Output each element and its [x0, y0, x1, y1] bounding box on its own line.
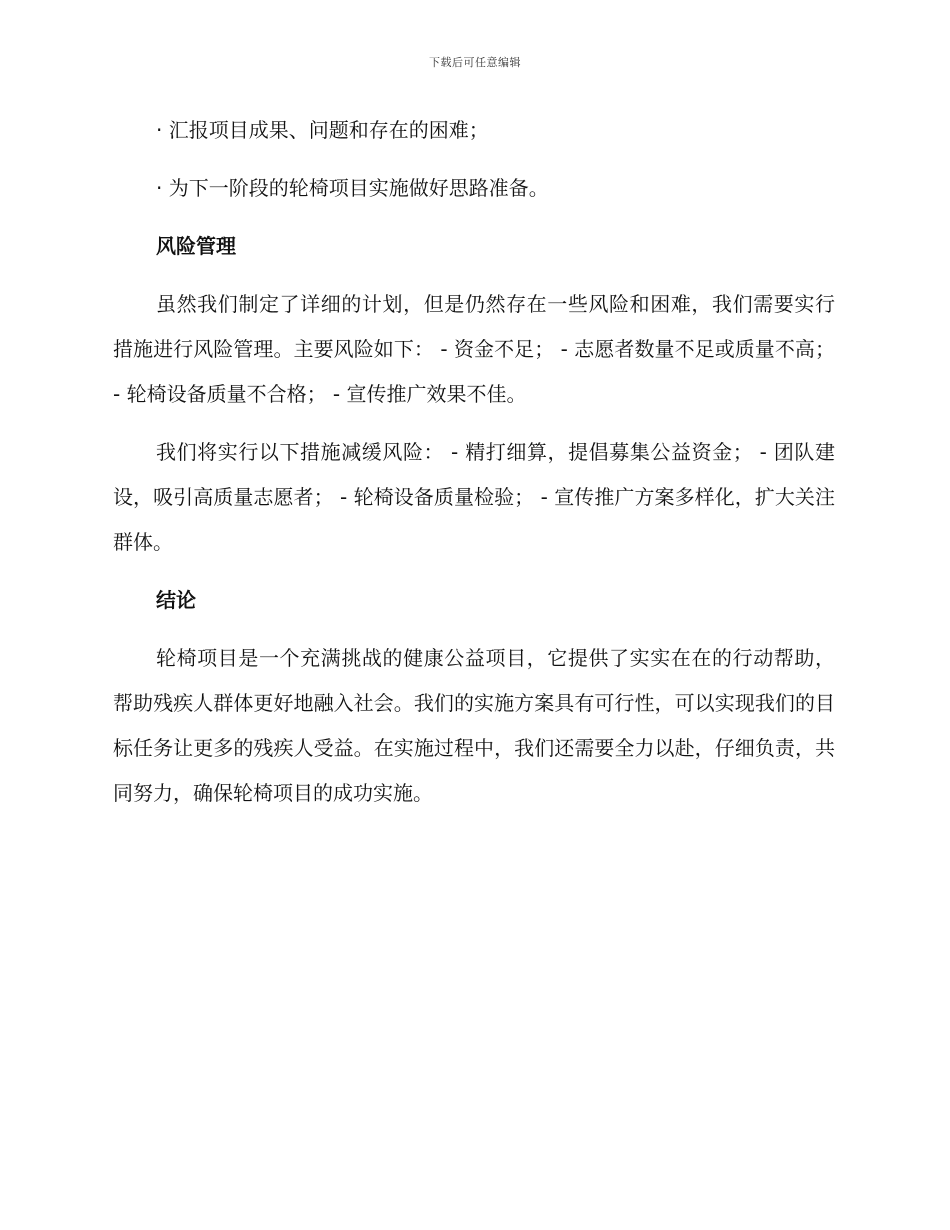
bullet-item-prepare: · 为下一阶段的轮椅项目实施做好思路准备。 — [156, 176, 549, 200]
header-note: 下载后可任意编辑 — [429, 56, 521, 69]
section-heading-risk: 风险管理 — [156, 234, 236, 258]
risk-paragraph-measures: 我们将实行以下措施减缓风险： - 精打细算，提倡募集公益资金； - 团队建设，吸引高质量志愿者； - 轮椅设备质量检验； - 宣传推广方案多样化，扩大关注群体。 — [113, 440, 835, 554]
document-body — [113, 108, 835, 829]
bullet-item-report: · 汇报项目成果、问题和存在的困难； — [156, 118, 489, 142]
conclusion-paragraph: 轮椅项目是一个充满挑战的健康公益项目，它提供了实实在在的行动帮助，帮助残疾人群体更好地融入社会。我们的实施方案具有可行性，可以实现我们的目标任务让更多的残疾人受益。在实施过程中，我们还需要全力以赴，仔细负责，共同努力，确保轮椅项目的成功实施。 — [113, 646, 835, 805]
risk-paragraph-risks: 虽然我们制定了详细的计划，但是仍然存在一些风险和困难，我们需要实行措施进行风险管理。主要风险如下： - 资金不足； - 志愿者数量不足或质量不高； - 轮椅设备质量不合格； - 宣传推广效果不佳。 — [113, 292, 835, 406]
section-heading-conclusion: 结论 — [156, 588, 196, 612]
